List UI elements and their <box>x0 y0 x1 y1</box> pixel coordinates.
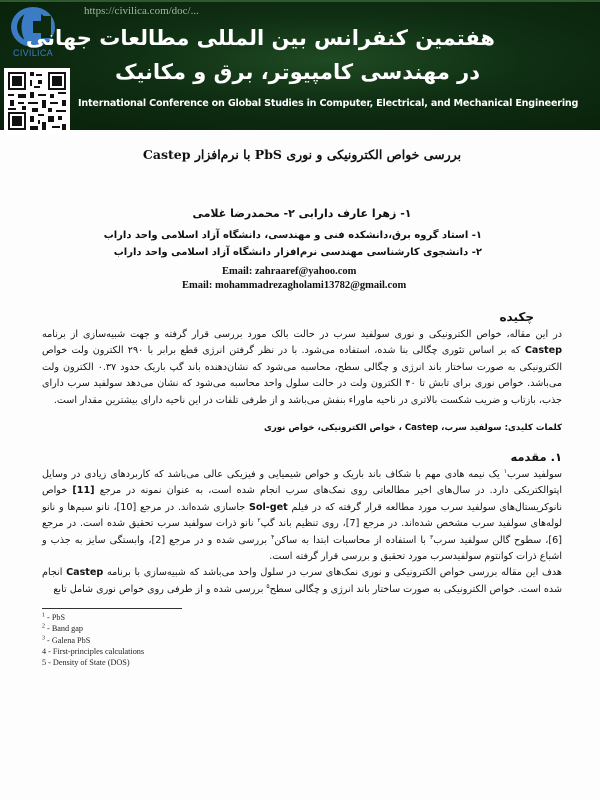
intro1-c: خواص نانوکریستال‌های سولفید سرب مورد مطالعه قرار گرفته که در فیلم <box>42 485 562 513</box>
affiliation-1: ۱- استاد گروه برق،دانشکده فنی و مهندسی، دانشگاه آزاد اسلامی واحد داراب <box>103 230 482 241</box>
qr-code[interactable] <box>4 68 70 134</box>
paper-title <box>102 146 502 164</box>
conference-title-fa-line2: در مهندسی کامپیوتر، برق و مکانیک <box>114 60 480 84</box>
footnote-ref-4[interactable]: ۴ <box>271 533 275 541</box>
intro1-f: ، روی تنظیم باند گپ <box>260 518 346 530</box>
footnotes <box>42 612 562 668</box>
paper-title-pbs: PbS <box>254 147 282 162</box>
paper-title-castep: Castep <box>142 147 191 162</box>
intro1-i: با استفاده از محاسبات ابتدا به ساکن <box>274 534 431 546</box>
intro1-k: ، وابستگی سایز به جذب و اشباع ذرات کوانتوم سولفیدسرب مورد تحقیق و بررسی قرار گرفته است. <box>42 534 562 563</box>
intro1-h: ، سطوح گالن سولفید سرب <box>433 534 549 546</box>
conference-banner <box>0 0 600 130</box>
footnote-text: - Density of State (DOS) <box>46 658 130 668</box>
intro-paragraph-1 <box>42 467 562 565</box>
logo-text: CIVILICA <box>13 48 53 58</box>
abstract-heading: چکیده <box>499 310 534 324</box>
intro2-c: بررسی شده و از طرفی روی خواص نوری شامل تابع <box>53 583 267 595</box>
footnote-5 <box>42 657 562 668</box>
abstract-part-2: که بر اساس تئوری چگالی بنا شده، استفاده می‌شود. با در نظر گرفتن انرژی قطع برابر با ۲۹۰ الکترون ولت خواص الکترونیکی به صورت ساختار باند انرژی و چگالی سطح، محاسبه می‌شود که نشان‌دهنده باند گپ باریک حدود ۰.۳۷ الکترون ولت می‌باشد. خواص نوری برای تابش تا ۴۰ الکترون ولت در حالت سلول واحد محاسبه می‌شود که نشان می‌دهد سولفید سرب دارای جذب، بازتاب و ضریب شکست بالاتری در ناحیه ماوراء بنفش می‌باشد و از طرفی تلفات در این ناحیه دارای بیشترین مقدار است. <box>42 345 563 406</box>
footnote-num: 4 <box>42 646 47 656</box>
citation-10[interactable]: [10] <box>116 501 137 513</box>
citation-7[interactable]: [7] <box>345 518 360 530</box>
footnote-ref-1[interactable]: ۱ <box>503 467 507 475</box>
paper-title-fa: بررسی خواص الکترونیکی و نوری <box>286 147 462 162</box>
keywords: کلمات کلیدی: سولفید سرب، Castep ، خواص الکترونیکی، خواص نوری <box>263 423 562 434</box>
footnote-num: 1 <box>42 612 45 619</box>
paper-body <box>42 146 562 668</box>
conference-title-en: International Conference on Global Studies in Computer, Electrical, and Mechanical Engineering <box>78 98 579 109</box>
citation-11[interactable]: [11] <box>72 485 95 497</box>
authors: ۱- زهرا عارف دارابی ۲- محمدرضا غلامی <box>192 207 412 220</box>
intro1-j: بررسی شده و در مرجع <box>165 534 272 546</box>
intro-heading: ۱. مقدمه <box>510 450 562 465</box>
footnote-num: 2 <box>42 623 45 630</box>
intro2-castep: Castep <box>66 567 104 579</box>
footnote-ref-3[interactable]: ۳ <box>430 533 434 541</box>
email-2: Email: mohammadrezagholami13782@gmail.com <box>182 280 407 291</box>
intro-paragraph-2 <box>42 565 562 598</box>
footnote-num: 5 <box>42 658 47 668</box>
qr-code-icon <box>4 68 70 134</box>
intro1-d: جاسازی شده‌اند. در مرجع <box>136 501 249 513</box>
abstract-part-1: در این مقاله، خواص الکترونیکی و نوری سولفید سرب در حالت بالک مورد بررسی قرار گرفته و جهت شبیه‌سازی از برنامه <box>42 329 562 340</box>
email-1: Email: zahraaref@yahoo.com <box>222 266 357 277</box>
intro1-a: سولفید سرب <box>507 469 562 481</box>
intro1-e: ، نانو سیم‌ها و نانو لوله‌های سولفید سرب مشخص شده‌اند. در مرجع <box>42 501 562 530</box>
conference-title-fa-line1: هفتمین کنفرانس بین المللی مطالعات جهانی <box>25 26 495 50</box>
footnote-2 <box>42 623 562 634</box>
footnote-text: - PbS <box>45 613 66 623</box>
intro1-b: یک نیمه هادی مهم با شکاف باند باریک و خواص شیمیایی و فیزیکی عالی می‌باشد که کاربردهای زیادی در وسایل اپتوالکتریکی دارد. در سال‌های اخیر مطالعاتی روی نمک‌های سرب انجام شده است، به عنوان نمونه در مرجع <box>42 469 562 497</box>
footnote-4 <box>42 646 562 657</box>
citation-6[interactable]: [6] <box>548 534 563 546</box>
intro1-solget: Sol-get <box>248 501 288 513</box>
abstract-text <box>42 327 562 409</box>
intro2-a: هدف این مقاله بررسی خواص الکترونیکی و نوری نمک‌های سرب در سلول واحد می‌باشد که شبیه‌سازی با برنامه <box>103 567 562 579</box>
footnote-3 <box>42 635 562 646</box>
affiliation-2: ۲- دانشجوی کارشناسی مهندسی نرم‌افزار دانشگاه آزاد اسلامی واحد داراب <box>113 247 482 258</box>
footnote-num: 3 <box>42 634 45 641</box>
intro1-g: نانو ذرات سولفید سرب تحقیق شده است. در مرجع <box>42 518 258 530</box>
footnote-divider <box>42 608 182 609</box>
abstract-castep: Castep <box>524 345 562 357</box>
footnote-text: - First-principles calculations <box>46 646 145 656</box>
watermark-url: https://civilica.com/doc/... <box>84 5 199 17</box>
paper-title-fa2: با نرم‌افزار <box>194 147 251 162</box>
footnote-ref-5[interactable]: ۵ <box>266 582 270 590</box>
footnote-1 <box>42 612 562 623</box>
citation-2[interactable]: [2] <box>151 534 166 546</box>
intro2-b: انجام شده است. خواص الکترونیکی به صورت ساختار باند انرژی و چگالی سطح <box>42 567 562 595</box>
footnote-ref-2[interactable]: ۲ <box>257 517 261 525</box>
footnote-text: - Galena PbS <box>45 635 91 645</box>
footnote-text: - Band gap <box>45 624 83 634</box>
